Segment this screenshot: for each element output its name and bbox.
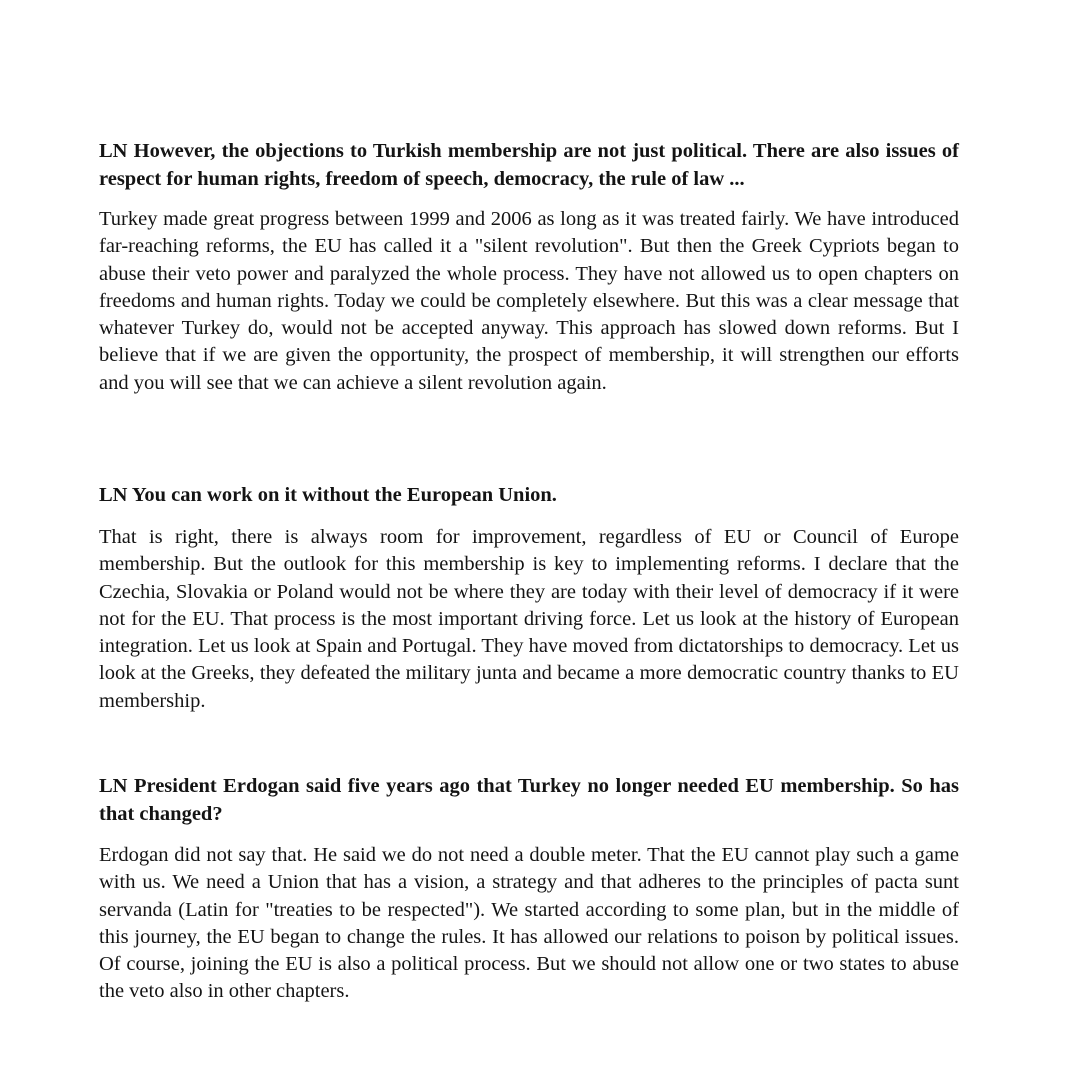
interview-answer-3: Erdogan did not say that. He said we do not need a double meter. That the EU cannot play such a game with us. We need a Union that has a vision, a strategy and that adheres to the principles of pacta sunt servanda (Latin for "treaties to be respected"). We started according to some plan, but in the middle of this journey, the EU began to change the rules. It has allowed our relations to poison by political issues. Of course, joining the EU is also a political process. But we should not allow one or two states to abuse the veto also in other chapters. [99, 844, 959, 1003]
interview-question-1: LN However, the objections to Turkish membership are not just political. There are also issues of respect for human rights, freedom of speech, democracy, the rule of law ... [99, 140, 959, 190]
interview-question-3: LN President Erdogan said five years ago that Turkey no longer needed EU membership. So has that changed? [99, 775, 959, 825]
interview-question-2: LN You can work on it without the European Union. [99, 484, 557, 506]
interview-answer-2: That is right, there is always room for improvement, regardless of EU or Council of Europe membership. But the outlook for this membership is key to implementing reforms. I declare that the Czechia, Slovakia or Poland would not be where they are today with their level of democracy if it were not for the EU. That process is the most important driving force. Let us look at the history of European integration. Let us look at Spain and Portugal. They have moved from dictatorships to democracy. Let us look at the Greeks, they defeated the military junta and became a more democratic country thanks to EU membership. [99, 526, 959, 712]
interview-answer-1: Turkey made great progress between 1999 and 2006 as long as it was treated fairly. We have introduced far-reaching reforms, the EU has called it a "silent revolution". But then the Greek Cypriots began to abuse their veto power and paralyzed the whole process. They have not allowed us to open chapters on freedoms and human rights. Today we could be completely elsewhere. But this was a clear message that whatever Turkey do, would not be accepted anyway. This approach has slowed down reforms. But I believe that if we are given the opportunity, the prospect of membership, it will strengthen our efforts and you will see that we can achieve a silent revolution again. [99, 208, 959, 394]
